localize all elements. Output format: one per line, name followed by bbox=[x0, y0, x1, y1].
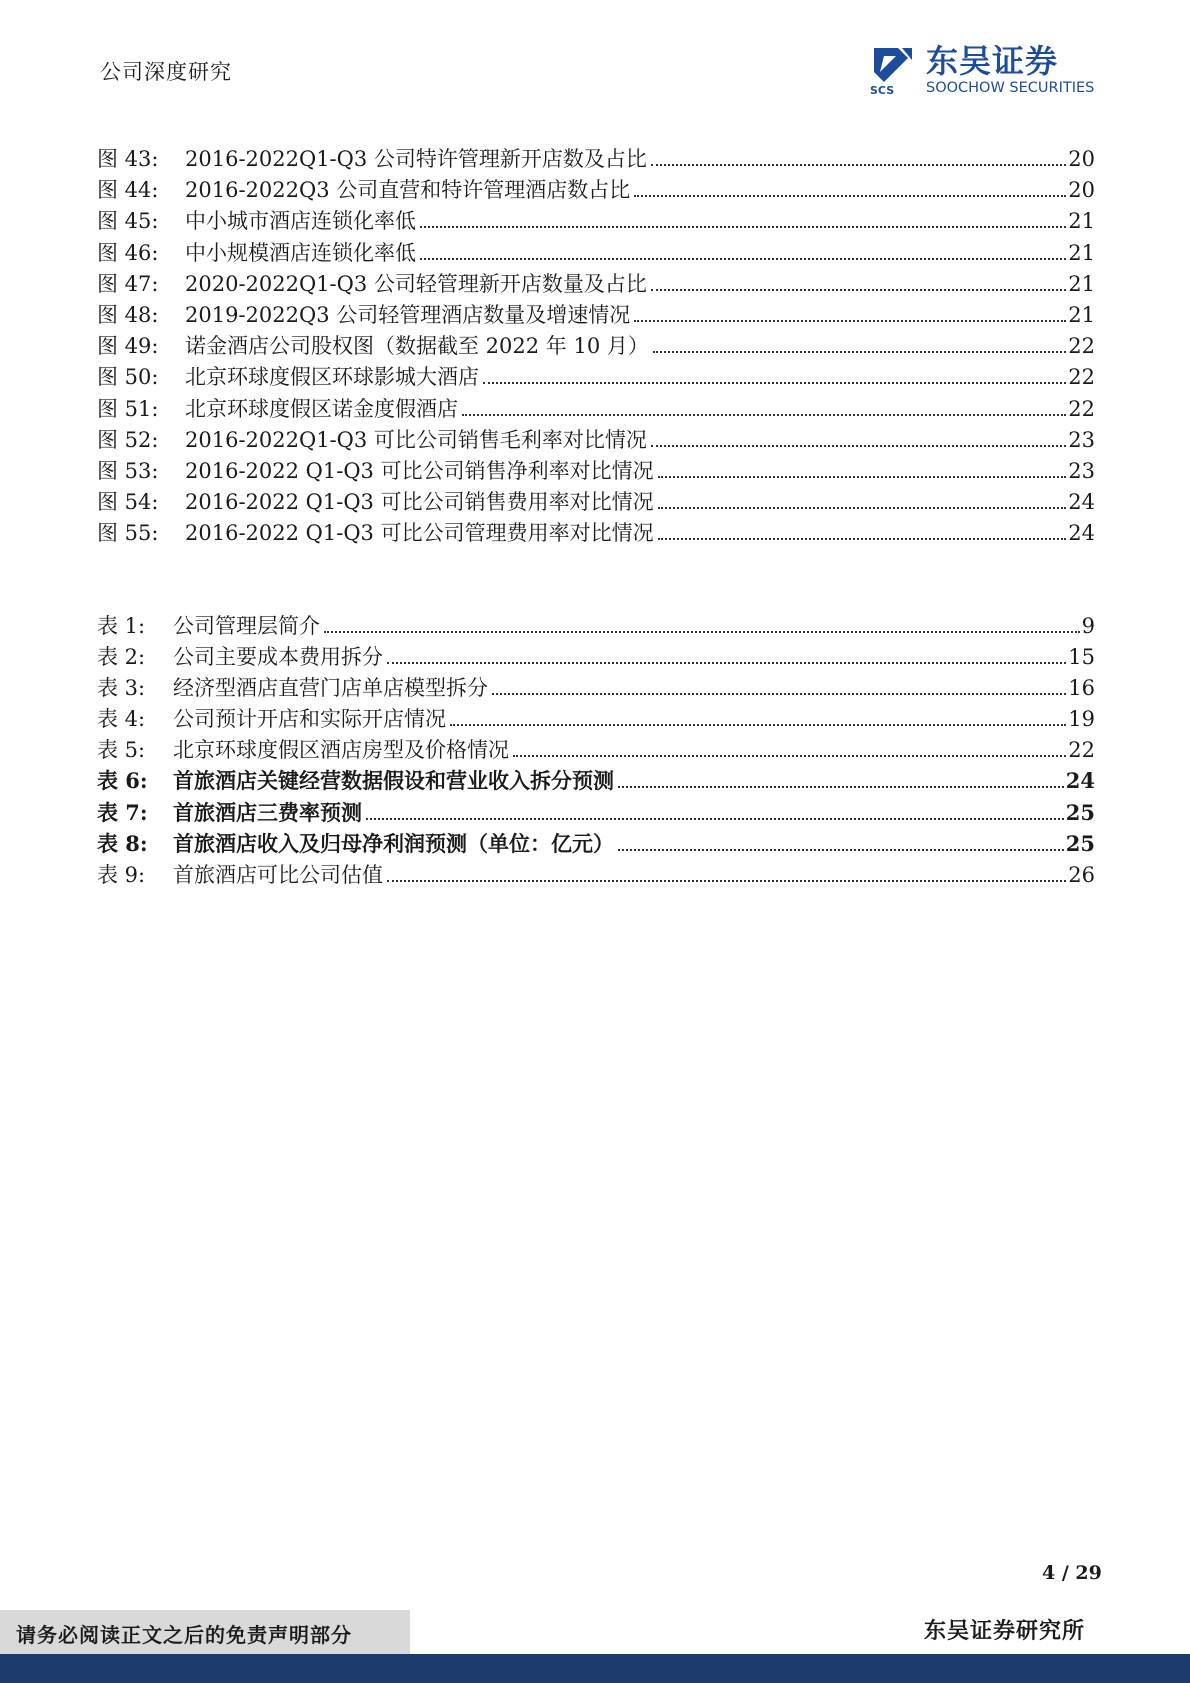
table-entry-title: 首旅酒店三费率预测 bbox=[173, 799, 362, 825]
figure-entry-page: 22 bbox=[1068, 365, 1095, 390]
footer-brand: 东吴证券研究所 bbox=[924, 1618, 1086, 1644]
figure-entry[interactable] bbox=[97, 205, 1095, 236]
disclaimer-notice bbox=[0, 1610, 410, 1654]
figure-entry-page: 24 bbox=[1068, 490, 1095, 515]
dot-leader bbox=[420, 258, 1066, 260]
table-entry-page: 25 bbox=[1065, 830, 1095, 856]
figure-entry-number: 图 50: bbox=[97, 365, 159, 390]
figure-entry-title: 北京环球度假区诺金度假酒店 bbox=[185, 396, 458, 421]
figure-entry-number: 图 53: bbox=[97, 458, 159, 483]
company-logo bbox=[868, 44, 1108, 100]
table-entry-number: 表 8: bbox=[97, 830, 148, 856]
figure-entry-number: 图 47: bbox=[97, 271, 159, 296]
figure-entry[interactable] bbox=[97, 330, 1095, 361]
figure-entry-page: 23 bbox=[1068, 458, 1095, 483]
figure-entry-number: 图 51: bbox=[97, 396, 159, 421]
table-entry-title: 首旅酒店收入及归母净利润预测（单位：亿元） bbox=[173, 830, 614, 856]
table-entry-title: 首旅酒店可比公司估值 bbox=[173, 862, 383, 887]
figure-entry-title: 2016-2022Q1-Q3 可比公司销售毛利率对比情况 bbox=[185, 427, 647, 452]
table-entry-page: 22 bbox=[1068, 738, 1095, 763]
table-entry-number: 表 7: bbox=[97, 799, 148, 825]
figure-entry-number: 图 48: bbox=[97, 302, 159, 327]
table-entry-title: 北京环球度假区酒店房型及价格情况 bbox=[173, 738, 509, 763]
dot-leader bbox=[324, 631, 1080, 633]
footer-bar bbox=[0, 1654, 1190, 1683]
dot-leader bbox=[492, 693, 1066, 695]
figure-entry-title: 2016-2022Q3 公司直营和特许管理酒店数占比 bbox=[185, 178, 631, 203]
dot-leader bbox=[658, 476, 1067, 478]
figure-entry-page: 20 bbox=[1068, 147, 1095, 171]
logo-chinese-name: 东吴证券 bbox=[926, 42, 1059, 80]
table-entry-title: 公司管理层简介 bbox=[173, 614, 320, 638]
table-entry-number: 表 1: bbox=[97, 614, 146, 638]
soochow-logo-icon bbox=[868, 44, 914, 96]
dot-leader bbox=[366, 818, 1064, 820]
figure-entry-title: 2016-2022 Q1-Q3 可比公司销售费用率对比情况 bbox=[185, 490, 654, 515]
figure-entry-title: 2019-2022Q3 公司轻管理酒店数量及增速情况 bbox=[185, 302, 631, 327]
figure-entry[interactable] bbox=[97, 455, 1095, 486]
dot-leader bbox=[634, 320, 1066, 322]
figure-entry-page: 22 bbox=[1068, 396, 1095, 421]
table-entry-page: 16 bbox=[1068, 676, 1095, 701]
dot-leader bbox=[483, 382, 1066, 384]
table-entry-number: 表 4: bbox=[97, 707, 146, 732]
figure-entry-title: 北京环球度假区环球影城大酒店 bbox=[185, 365, 479, 390]
dot-leader bbox=[618, 849, 1064, 851]
figure-entry[interactable] bbox=[97, 517, 1095, 548]
figure-entry[interactable] bbox=[97, 237, 1095, 268]
table-entry-number: 表 2: bbox=[97, 645, 146, 670]
document-type-label: 公司深度研究 bbox=[100, 60, 232, 84]
figure-entry[interactable] bbox=[97, 486, 1095, 517]
figure-entry-page: 24 bbox=[1068, 521, 1095, 546]
figure-entry-number: 图 43: bbox=[97, 147, 159, 171]
table-entry-title: 公司预计开店和实际开店情况 bbox=[173, 707, 446, 732]
figure-entry-title: 2020-2022Q1-Q3 公司轻管理新开店数量及占比 bbox=[185, 271, 647, 296]
table-entry[interactable] bbox=[97, 703, 1095, 734]
dot-leader bbox=[658, 507, 1067, 509]
figure-entry[interactable] bbox=[97, 393, 1095, 424]
table-entry-page: 19 bbox=[1068, 707, 1095, 732]
dot-leader bbox=[651, 164, 1066, 166]
table-entry[interactable] bbox=[97, 672, 1095, 703]
table-entry-number: 表 9: bbox=[97, 862, 146, 887]
dot-leader bbox=[450, 724, 1066, 726]
figure-entry-page: 23 bbox=[1068, 427, 1095, 452]
table-entry-page: 26 bbox=[1068, 862, 1095, 887]
figure-entry-title: 中小城市酒店连锁化率低 bbox=[185, 209, 416, 234]
table-entry-number: 表 6: bbox=[97, 768, 148, 794]
figure-entry[interactable] bbox=[97, 361, 1095, 392]
figure-list bbox=[97, 143, 1095, 548]
figure-entry[interactable] bbox=[97, 174, 1095, 205]
figure-entry[interactable] bbox=[97, 268, 1095, 299]
figure-entry[interactable] bbox=[97, 299, 1095, 330]
table-entry[interactable] bbox=[97, 859, 1095, 890]
disclaimer-notice-text: 请务必阅读正文之后的免责声明部分 bbox=[16, 1623, 352, 1647]
table-entry-number: 表 3: bbox=[97, 676, 146, 701]
figure-entry-title: 2016-2022 Q1-Q3 可比公司销售净利率对比情况 bbox=[185, 458, 654, 483]
logo-mark-text: SCS bbox=[870, 84, 895, 96]
dot-leader bbox=[462, 414, 1066, 416]
table-entry[interactable] bbox=[97, 610, 1095, 641]
figure-entry-number: 图 44: bbox=[97, 178, 159, 203]
figure-entry[interactable] bbox=[97, 143, 1095, 174]
figure-entry-number: 图 54: bbox=[97, 490, 159, 515]
dot-leader bbox=[513, 755, 1066, 757]
figure-entry-page: 21 bbox=[1068, 209, 1095, 234]
figure-entry-title: 2016-2022Q1-Q3 公司特许管理新开店数及占比 bbox=[185, 147, 647, 171]
dot-leader bbox=[653, 351, 1066, 353]
table-entry-page: 25 bbox=[1065, 799, 1095, 825]
table-entry-title: 首旅酒店关键经营数据假设和营业收入拆分预测 bbox=[173, 768, 614, 794]
figure-entry-number: 图 52: bbox=[97, 427, 159, 452]
table-entry-page: 9 bbox=[1081, 614, 1095, 638]
figure-entry-number: 图 46: bbox=[97, 240, 159, 265]
dot-leader bbox=[420, 226, 1066, 228]
table-entry[interactable] bbox=[97, 828, 1095, 859]
dot-leader bbox=[634, 195, 1066, 197]
dot-leader bbox=[651, 289, 1066, 291]
figure-entry-number: 图 55: bbox=[97, 521, 159, 546]
figure-entry-page: 22 bbox=[1068, 334, 1095, 359]
figure-entry-title: 中小规模酒店连锁化率低 bbox=[185, 240, 416, 265]
figure-entry-number: 图 49: bbox=[97, 334, 159, 359]
figure-entry-page: 21 bbox=[1068, 302, 1095, 327]
table-entry-number: 表 5: bbox=[97, 738, 146, 763]
table-entry-page: 24 bbox=[1065, 768, 1095, 794]
table-entry[interactable] bbox=[97, 641, 1095, 672]
figure-entry-number: 图 45: bbox=[97, 209, 159, 234]
figure-entry-title: 诺金酒店公司股权图（数据截至 2022 年 10 月） bbox=[185, 334, 649, 359]
table-entry[interactable] bbox=[97, 797, 1095, 828]
dot-leader bbox=[658, 538, 1067, 540]
dot-leader bbox=[618, 786, 1064, 788]
dot-leader bbox=[387, 880, 1066, 882]
figure-entry-page: 21 bbox=[1068, 271, 1095, 296]
table-entry[interactable] bbox=[97, 765, 1095, 796]
page-number: 4 / 29 bbox=[1042, 1562, 1102, 1584]
table-list bbox=[97, 610, 1095, 890]
figure-entry-page: 21 bbox=[1068, 240, 1095, 265]
figure-entry-page: 20 bbox=[1068, 178, 1095, 203]
figure-entry-title: 2016-2022 Q1-Q3 可比公司管理费用率对比情况 bbox=[185, 521, 654, 546]
figure-entry[interactable] bbox=[97, 424, 1095, 455]
dot-leader bbox=[651, 445, 1066, 447]
table-entry-page: 15 bbox=[1068, 645, 1095, 670]
dot-leader bbox=[387, 662, 1066, 664]
table-entry[interactable] bbox=[97, 734, 1095, 765]
logo-english-name: SOOCHOW SECURITIES bbox=[926, 80, 1095, 96]
table-entry-title: 公司主要成本费用拆分 bbox=[173, 645, 383, 670]
table-entry-title: 经济型酒店直营门店单店模型拆分 bbox=[173, 676, 488, 701]
